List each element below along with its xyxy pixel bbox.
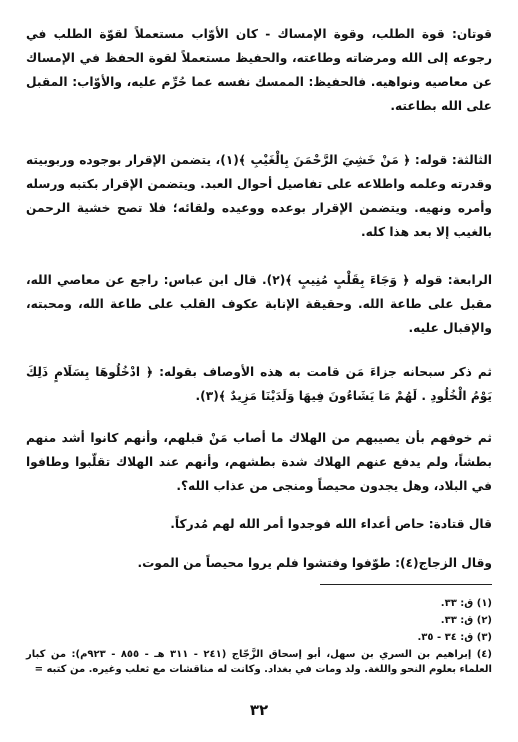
- footnote-1: (١) ق: ٣٣.: [440, 598, 492, 609]
- paragraph-3: الرابعة: قوله ﴿ وَجَاءَ بِقَلْبٍ مُنِيبٍ ﴾(٢). قال ابن عباس: راجع عن معاصي الله، مقبل على طاعة الله. وحقيقة الإنابة عكوف القلب على طاعة الله، ومحبته، والإقبال عليه.: [26, 273, 492, 336]
- paragraph-5: ثم خوفهم بأن يصيبهم من الهلاك ما أصاب مَنْ قبلهم، وأنهم كانوا أشد منهم بطشاً، ولم يدفع عنهم الهلاك شدة بطشهم، وأنهم عند الهلاك تقلّبوا وطافوا في البلاد، وهل يجدون محيصاً ومنجى من عذاب الله؟.: [26, 431, 492, 494]
- footnote-4: (٤) إبراهيم بن السري بن سهل، أبو إسحاق الزَّجّاج (٢٤١ - ٣١١ هـ - ٨٥٥ - ٩٢٣م): من كبار العلماء بعلوم النحو واللغة. ولد ومات في بغداد. وكانت له مناقشات مع ثعلب وغيره. من كتبه =: [26, 649, 492, 675]
- paragraph-2: الثالثة: قوله: ﴿ مَنْ خَشِيَ الرَّحْمَنَ بِالْغَيْبِ ﴾(١)، يتضمن الإقرار بوجوده وربوبيته وقدرته وعلمه واطلاعه على تفاصيل أحوال العبد. ويتضمن الإقرار بكتبه ورسله وأمره ونهيه. ويتضمن الإقرار بوعده ووعيده ولقائه؛ فلا تصح خشية الرحمن بالغيب إلا بعد هذا كله.: [26, 153, 492, 240]
- footnote-3: (٣) ق: ٣٤ - ٣٥.: [417, 632, 492, 643]
- footnote-2: (٢) ق: ٣٣.: [440, 615, 492, 626]
- paragraph-7: وقال الزجاج(٤): طوّفوا وفتشوا فلم يروا محيصاً من الموت.: [137, 556, 492, 571]
- paragraph-6: قال قتادة: حاص أعداء الله فوجدوا أمر الله لهم مُدركاً.: [170, 517, 492, 532]
- paragraph-1: قوتان: قوة الطلب، وقوة الإمساك - كان الأوّاب مستعملاً لقوّة الطلب في رجوعه إلى الله ومرضاته وطاعته، والحفيظ مستعملاً لقوة الحفظ في الإمساك عن معاصيه ونواهيه. فالحفيظ: الممسك نفسه عما حُرِّم عليه، والأوّاب: المقبل على الله بطاعته.: [26, 27, 492, 114]
- footnote-separator: [320, 584, 492, 585]
- paragraph-4: ثم ذكر سبحانه جزاءَ مَن قامت به هذه الأوصاف بقوله: ﴿ ادْخُلُوهَا بِسَلَامٍ ذَلِكَ يَوْمُ الْخُلُودِ . لَهُمْ مَا يَشَاءُونَ فِيهَا وَلَدَيْنَا مَزِيدٌ ﴾(٣).: [26, 365, 492, 404]
- page-number: ٣٢: [249, 701, 269, 719]
